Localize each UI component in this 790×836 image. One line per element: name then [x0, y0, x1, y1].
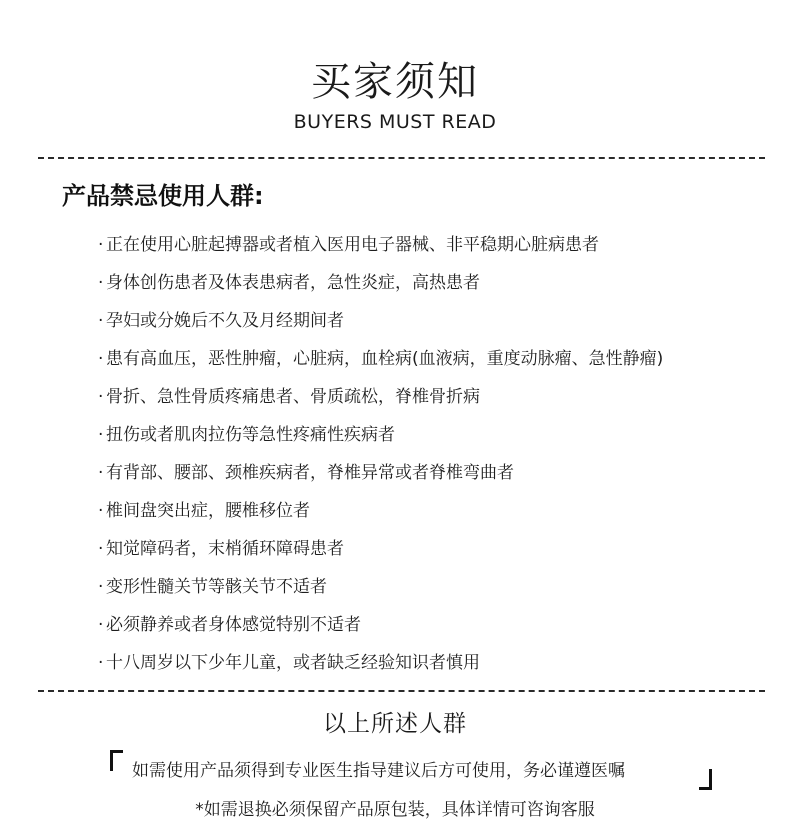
bullet-dot: ·	[98, 463, 104, 483]
list-item	[98, 612, 663, 650]
bullet-dot: ·	[98, 349, 104, 369]
bullet-dot: ·	[98, 577, 104, 597]
dashed-divider-bottom	[38, 690, 765, 692]
bullet-dot: ·	[98, 273, 104, 293]
list-item	[98, 574, 663, 612]
list-item	[98, 346, 663, 384]
contraindication-list	[98, 232, 663, 688]
list-item-text: 身体创伤患者及体表患病者，急性炎症，高热患者	[106, 273, 480, 293]
corner-bracket-close-icon	[699, 769, 712, 790]
list-item	[98, 460, 663, 498]
page-subtitle: BUYERS MUST READ	[293, 111, 497, 133]
list-item	[98, 384, 663, 422]
doctor-advice-notice	[108, 748, 714, 792]
section-heading: 产品禁忌使用人群:	[62, 182, 264, 210]
bullet-dot: ·	[98, 615, 104, 635]
list-item	[98, 232, 663, 270]
list-item-text: 变形性髓关节等骸关节不适者	[106, 577, 327, 597]
list-item-text: 患有高血压，恶性肿瘤，心脏病，血栓病(血液病，重度动脉瘤、急性静瘤)	[106, 349, 664, 369]
list-item-text: 骨折、急性骨质疼痛患者、骨质疏松，脊椎骨折病	[106, 387, 480, 407]
return-policy-footnote: *如需退换必须保留产品原包装，具体详情可咨询客服	[195, 800, 595, 820]
bullet-dot: ·	[98, 425, 104, 445]
list-item-text: 必须静养或者身体感觉特别不适者	[106, 615, 361, 635]
list-item	[98, 270, 663, 308]
bullet-dot: ·	[98, 311, 104, 331]
summary-heading: 以上所述人群	[323, 711, 467, 737]
list-item	[98, 422, 663, 460]
list-item-text: 正在使用心脏起搏器或者植入医用电子器械、非平稳期心脏病患者	[106, 235, 599, 255]
list-item	[98, 498, 663, 536]
list-item	[98, 536, 663, 574]
bullet-dot: ·	[98, 539, 104, 559]
list-item-text: 有背部、腰部、颈椎疾病者，脊椎异常或者脊椎弯曲者	[106, 463, 514, 483]
bullet-dot: ·	[98, 501, 104, 521]
dashed-divider-top	[38, 157, 765, 159]
bullet-dot: ·	[98, 387, 104, 407]
bullet-dot: ·	[98, 235, 104, 255]
list-item-text: 椎间盘突出症，腰椎移位者	[106, 501, 310, 521]
list-item-text: 知觉障码者，末梢循环障碍患者	[106, 539, 344, 559]
list-item	[98, 308, 663, 346]
list-item	[98, 650, 663, 688]
corner-bracket-open-icon	[110, 750, 123, 771]
bullet-dot: ·	[98, 653, 104, 673]
page-title: 买家须知	[311, 59, 479, 105]
list-item-text: 扭伤或者肌肉拉伤等急性疼痛性疾病者	[106, 425, 395, 445]
list-item-text: 十八周岁以下少年儿童，或者缺乏经验知识者慎用	[106, 653, 480, 673]
list-item-text: 孕妇或分娩后不久及月经期间者	[106, 311, 344, 331]
notice-text: 如需使用产品须得到专业医生指导建议后方可使用，务必谨遵医嘱	[132, 761, 625, 781]
